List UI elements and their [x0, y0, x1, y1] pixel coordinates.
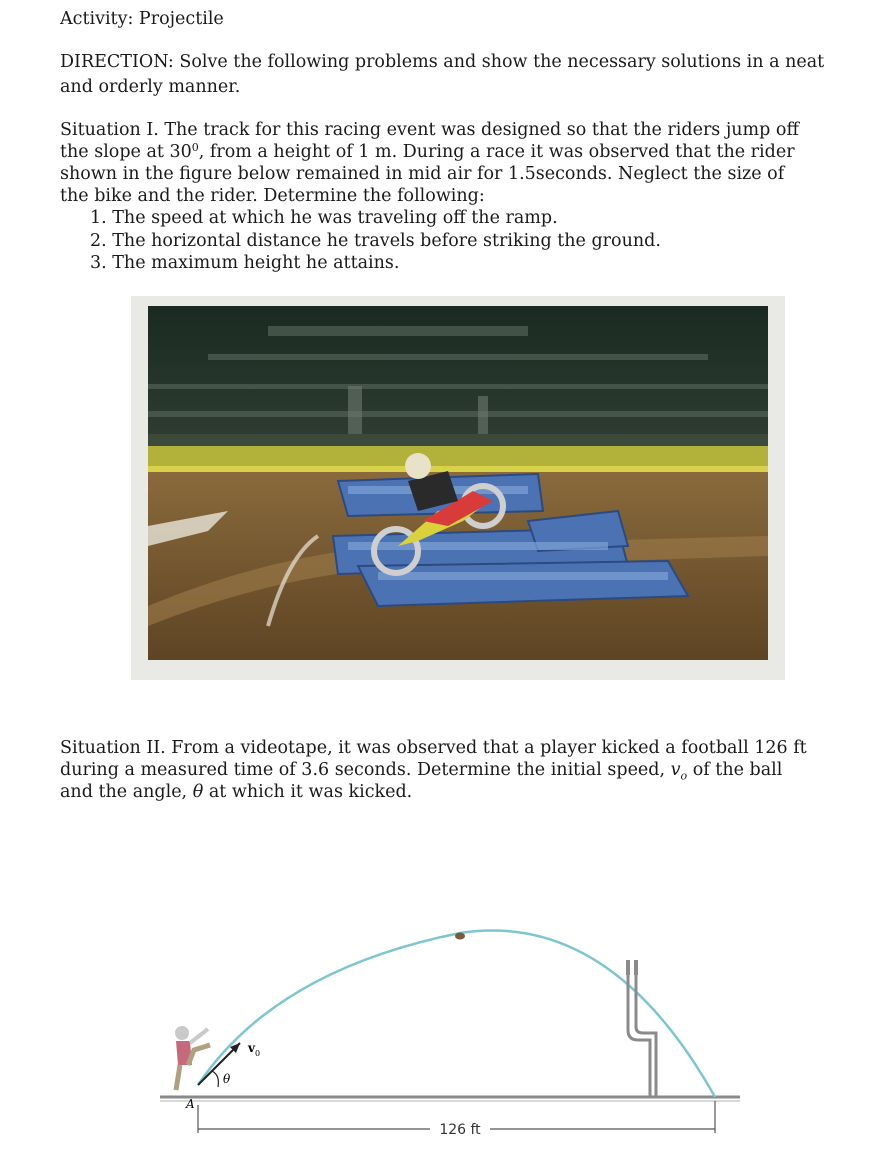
theta-label: θ — [223, 1072, 231, 1086]
situation2-line-1: Situation II. From a videotape, it was observed that a player kicked a football 126 ft — [60, 738, 807, 758]
motocross-photo-frame — [131, 296, 785, 680]
situation1-line-2: the slope at $30^0$, from a height of 1 m. During a race it was observed that the rider — [60, 141, 795, 162]
situation2-line-2: during a measured time of 3.6 seconds. Determine the initial speed, $v_o$ of the ball — [60, 760, 783, 783]
question-item: 1. The speed at which he was traveling off the ramp. — [90, 208, 558, 228]
goal-post-icon — [628, 960, 656, 1097]
degree-superscript: 0 — [191, 141, 199, 154]
point-a-label: A — [186, 1097, 195, 1111]
situation1-line-4: the bike and the rider. Determine the following: — [60, 186, 485, 206]
question-item: 2. The horizontal distance he travels before striking the ground. — [90, 230, 661, 251]
motocross-photo — [148, 306, 768, 660]
motocross-illustration — [148, 306, 768, 660]
direction-line-2: and orderly manner. — [60, 77, 241, 97]
v-symbol: $v_o$ — [670, 760, 688, 783]
football-trajectory-diagram — [150, 915, 750, 1155]
trajectory-svg — [150, 915, 750, 1155]
kicker-figure-icon — [175, 1026, 210, 1090]
theta-symbol: θ — [192, 782, 204, 802]
distance-label: 126 ft — [439, 1122, 481, 1138]
situation1-questions — [90, 207, 661, 275]
football-icon — [455, 933, 465, 940]
direction-line-1: DIRECTION: Solve the following problems and show the necessary solutions in a neat — [60, 52, 825, 72]
v0-label: v — [248, 1041, 255, 1055]
question-item: 3. The maximum height he attains. — [90, 253, 400, 273]
situation1-line-1: Situation I. The track for this racing event was designed so that the riders jump off — [60, 120, 799, 140]
activity-title: Activity: Projectile — [60, 9, 224, 29]
situation2-line-3: and the angle, θ at which it was kicked. — [60, 782, 413, 802]
svg-text:0: 0 — [255, 1049, 261, 1058]
situation1-line-3: shown in the figure below remained in mid air for 1.5seconds. Neglect the size of — [60, 164, 785, 184]
angle-arc — [212, 1071, 218, 1087]
